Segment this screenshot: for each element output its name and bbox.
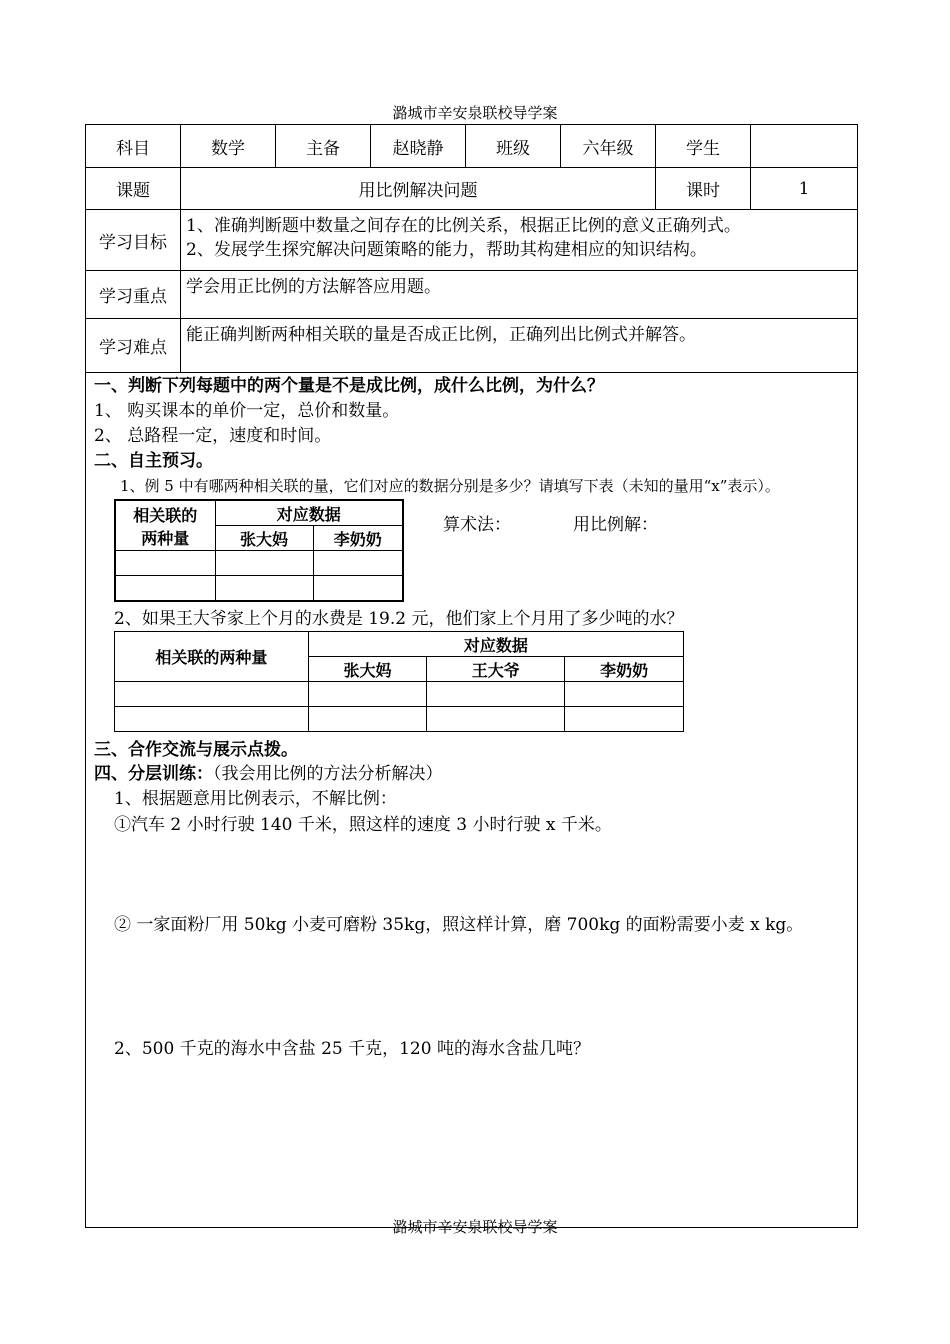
goal-content xyxy=(181,210,858,271)
section-4-question-2: 2、500 千克的海水中含盐 25 千克，120 吨的海水含盐几吨？ xyxy=(114,1039,590,1059)
section-4-heading-line xyxy=(94,763,853,785)
ratio-method-label: 用比例解： xyxy=(573,515,658,535)
section-1-heading: 一、判断下列每题中的两个量是不是成比例，成什么比例，为什么？ xyxy=(94,376,604,396)
table1-header-related xyxy=(115,500,215,551)
topic-value: 用比例解决问题 xyxy=(181,168,656,210)
worksheet-body xyxy=(86,373,858,1228)
section-4-note: （我会用比例的方法分析解决） xyxy=(213,764,443,784)
section-1-question-2: 2、 总路程一定，速度和时间。 xyxy=(94,426,332,446)
section-3-heading: 三、合作交流与展示点拨。 xyxy=(94,740,298,760)
lead-label: 主备 xyxy=(276,125,371,168)
table2-cell[interactable] xyxy=(565,707,684,732)
key-value: 学会用正比例的方法解答应用题。 xyxy=(181,271,858,319)
class-label: 班级 xyxy=(466,125,561,168)
class-value: 六年级 xyxy=(561,125,656,168)
section-2-heading: 二、自主预习。 xyxy=(94,451,213,471)
table2-cell[interactable] xyxy=(308,707,427,732)
hours-label: 课时 xyxy=(656,168,751,210)
table1-cell[interactable] xyxy=(313,551,403,576)
difficulty-label: 学习难点 xyxy=(86,319,181,373)
table2-cell[interactable] xyxy=(115,707,309,732)
subject-label: 科目 xyxy=(86,125,181,168)
section-4-question-1b: ② 一家面粉厂用 50kg 小麦可磨粉 35kg，照这样计算，磨 700kg 的面粉需要小麦 x kg。 xyxy=(114,915,804,935)
student-value[interactable] xyxy=(751,125,858,168)
table1-col-zhang: 张大妈 xyxy=(215,526,313,551)
lesson-plan-table xyxy=(85,124,858,1228)
table2-col-wang: 王大爷 xyxy=(427,657,565,682)
table2-cell[interactable] xyxy=(565,682,684,707)
table1-header-related-line2: 两种量 xyxy=(141,528,190,548)
table1-header-related-line1: 相关联的 xyxy=(133,505,198,525)
table2-col-li: 李奶奶 xyxy=(565,657,684,682)
lead-value: 赵晓静 xyxy=(371,125,466,168)
key-label: 学习重点 xyxy=(86,271,181,319)
table1-cell[interactable] xyxy=(215,576,313,602)
table1-col-li: 李奶奶 xyxy=(313,526,403,551)
student-label: 学生 xyxy=(656,125,751,168)
table1-cell[interactable] xyxy=(215,551,313,576)
header-title: 潞城市辛安泉联校导学案 xyxy=(392,104,558,122)
table1-header-data: 对应数据 xyxy=(215,500,403,526)
difficulty-value: 能正确判断两种相关联的量是否成正比例，正确列出比例式并解答。 xyxy=(181,319,858,373)
table2-cell[interactable] xyxy=(427,682,565,707)
section-2-question-2: 2、如果王大爷家上个月的水费是 19.2 元，他们家上个月用了多少吨的水？ xyxy=(114,609,684,629)
table2-header-related: 相关联的两种量 xyxy=(115,632,309,682)
table2-cell[interactable] xyxy=(308,682,427,707)
table2-cell[interactable] xyxy=(427,707,565,732)
table2-col-zhang: 张大妈 xyxy=(308,657,427,682)
goal-item-2: 2、发展学生探究解决问题策略的能力，帮助其构建相应的知识结构。 xyxy=(186,240,707,260)
subject-value: 数学 xyxy=(181,125,276,168)
goal-label: 学习目标 xyxy=(86,210,181,271)
section-4-heading: 四、分层训练： xyxy=(94,764,213,784)
topic-label: 课题 xyxy=(86,168,181,210)
data-table-2 xyxy=(114,631,684,732)
arithmetic-method-label: 算术法： xyxy=(443,515,511,535)
table2-cell[interactable] xyxy=(115,682,309,707)
hours-value: 1 xyxy=(751,168,858,210)
table1-cell[interactable] xyxy=(115,551,215,576)
section-4-question-1a: ①汽车 2 小时行驶 140 千米，照这样的速度 3 小时行驶 x 千米。 xyxy=(114,815,612,835)
data-table-1 xyxy=(114,499,404,602)
section-4-question-1: 1、根据题意用比例表示，不解比例： xyxy=(114,789,397,809)
table1-cell[interactable] xyxy=(313,576,403,602)
section-1-question-1: 1、 购买课本的单价一定，总价和数量。 xyxy=(94,401,400,421)
table1-cell[interactable] xyxy=(115,576,215,602)
goal-item-1: 1、准确判断题中数量之间存在的比例关系，根据正比例的意义正确列式。 xyxy=(186,216,741,236)
footer-title: 潞城市辛安泉联校导学案 xyxy=(392,1218,558,1236)
table2-header-data: 对应数据 xyxy=(308,632,683,657)
section-2-question-1: 1、例 5 中有哪两种相关联的量，它们对应的数据分别是多少？请填写下表（未知的量用“x”表示）。 xyxy=(120,477,780,495)
